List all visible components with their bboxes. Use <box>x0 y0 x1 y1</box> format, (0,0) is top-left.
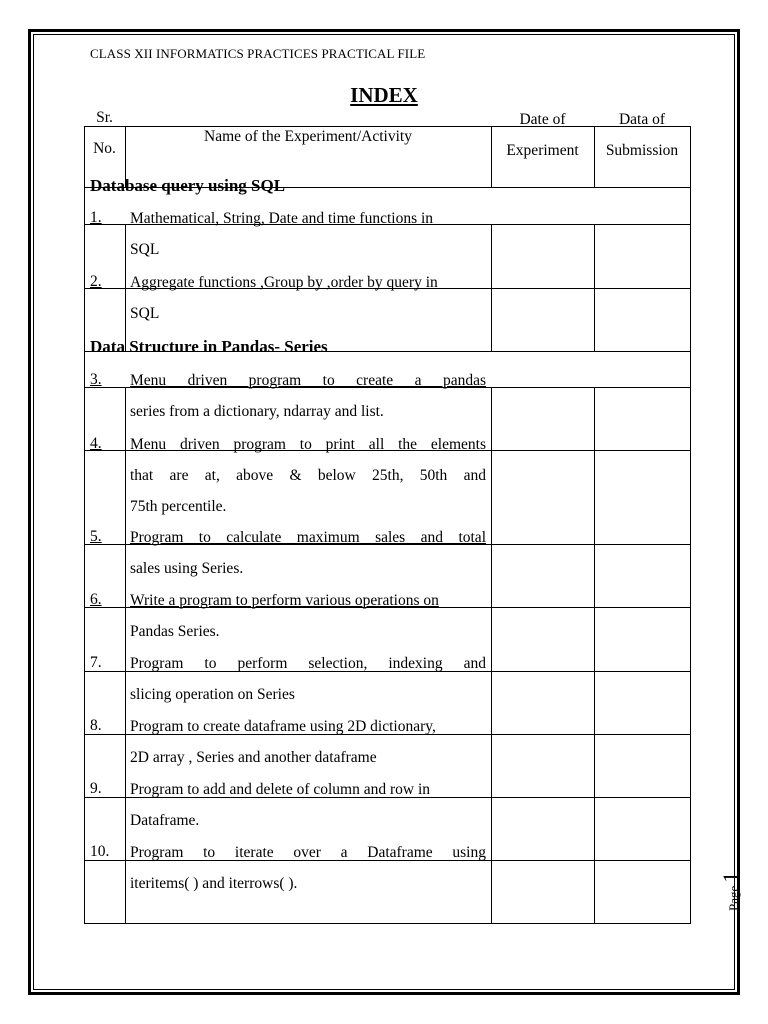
index-title: INDEX <box>350 83 418 107</box>
section-title-pandas-series: Data Structure in Pandas- Series <box>90 337 328 356</box>
row-number: 3. <box>90 371 102 388</box>
row-number: 4. <box>90 435 102 452</box>
row-description: Write a program to perform various operations on Pandas Series. <box>130 592 439 640</box>
row-description: Program to perform selection, indexing and slicing operation on Series <box>130 655 486 703</box>
row-number: 6. <box>90 591 102 608</box>
row-description: Menu driven program to print all the elements that are at, above & below 25th, 50th and 75th percentile. <box>130 436 486 515</box>
row-description: Program to calculate maximum sales and total sales using Series. <box>130 529 486 577</box>
row-description: Program to create dataframe using 2D dictionary, 2D array , Series and another dataframe <box>130 718 436 766</box>
page-number: 1 <box>718 871 743 883</box>
row-description: Menu driven program to create a pandas series from a dictionary, ndarray and list. <box>130 372 486 420</box>
header-date-of-submission: Data of Submission <box>605 111 679 159</box>
row-number: 7. <box>90 654 102 671</box>
header-sr-no: Sr. No. <box>93 109 116 157</box>
row-description: Program to iterate over a Dataframe using iteritems( ) and iterrows( ). <box>130 844 486 892</box>
row-number: 9. <box>90 780 102 797</box>
section-title-sql: Database query using SQL <box>90 176 286 195</box>
row-description: Program to add and delete of column and row in Dataframe. <box>130 781 431 829</box>
row-description: Mathematical, String, Date and time functions in SQL <box>130 210 434 258</box>
row-number: 2. <box>90 273 102 290</box>
row-number: 8. <box>90 717 102 734</box>
header-experiment-name: Name of the Experiment/Activity <box>204 128 412 145</box>
document-header: CLASS XII INFORMATICS PRACTICES PRACTICAL FILE <box>90 46 426 61</box>
page-word: Page <box>726 885 741 911</box>
header-date-of-experiment: Date of Experiment <box>506 111 579 159</box>
page-number-label <box>708 865 768 915</box>
row-number: 5. <box>90 528 102 545</box>
row-number: 10. <box>90 843 110 860</box>
row-number: 1. <box>90 209 102 226</box>
row-description: Aggregate functions ,Group by ,order by query in SQL <box>130 274 438 322</box>
